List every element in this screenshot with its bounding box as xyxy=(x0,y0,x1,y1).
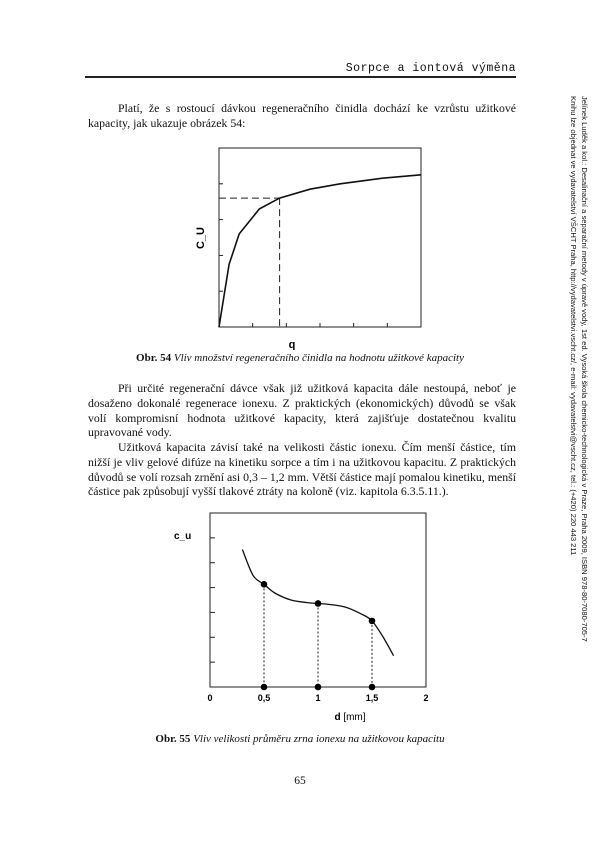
citation-line: Jelínek Luděk a kol.: Desalinační a separační metody v úpravě vody, 1st ed. Vysoká škola chemicko-technologická v Praze, Praha 2009, ISBN 978-80-7080-705-7 xyxy=(580,96,589,642)
x-tick-label: 2 xyxy=(423,693,429,703)
data-point xyxy=(261,581,268,588)
header-rule xyxy=(85,76,516,78)
chart-figure-55 xyxy=(160,505,460,725)
paragraph-2: Při určité regenerační dávce však již užitková kapacita dále nestoupá, neboť je dosaženo dokonalé regenerace ionexu. Z praktických (ekonomických) důvodů se však volí kompromisní hodnota užitkové kapacity, která zajišťuje dostatečnou kvalitu upravované vody. xyxy=(88,381,516,440)
figure-55-text: Vliv velikosti průměru zrna ionexu na užitkovou kapacitu xyxy=(193,733,445,745)
axis-marker xyxy=(369,684,376,691)
x-axis-label xyxy=(334,712,365,723)
figure-55-label: Obr. 55 xyxy=(155,733,191,745)
x-axis-label: q xyxy=(288,339,296,350)
x-axis-symbol: d xyxy=(334,712,341,723)
sidebar-citation xyxy=(568,96,590,656)
axis-marker xyxy=(261,684,268,691)
running-header: Sorpce a iontová výměna xyxy=(345,62,516,75)
figure-55-caption xyxy=(80,733,520,745)
figure-54-label: Obr. 54 xyxy=(136,352,172,364)
figure-54-text: Vliv množství regeneračního činidla na hodnotu užitkové kapacity xyxy=(173,352,464,364)
axis-ticks xyxy=(210,538,215,662)
x-tick-label: 0,5 xyxy=(257,693,271,703)
plot-frame xyxy=(219,148,421,327)
series-line xyxy=(219,175,421,327)
axis-marker xyxy=(315,684,322,691)
paragraph-1: Platí, že s rostoucí dávkou regeneračního činidla dochází ke vzrůstu užitkové kapacity, jak ukazuje obrázek 54: xyxy=(88,101,516,130)
y-axis-label: C_U xyxy=(195,226,207,250)
axis-ticks xyxy=(219,184,387,327)
y-axis-label: c_u xyxy=(174,531,192,542)
figure-54-caption xyxy=(80,352,520,364)
x-tick-label: 1,5 xyxy=(365,693,379,703)
paragraph-3: Užitková kapacita závisí také na velikosti částic ionexu. Čím menší částice, tím nižší je vliv gelové difúze na kinetiku sorpce a tím i na užitkovou kapacitu. Z praktických důvodů se volí rozsah zrnění asi 0,3 – 1,2 mm. Větší částice mají pomalou kinetiku, menší částice pak způsobují vyšší tlakové ztráty na koloně (viz. kapitola 6.3.5.11.). xyxy=(88,440,516,499)
x-tick-label: 1 xyxy=(315,693,321,703)
chart-figure-54 xyxy=(180,140,440,350)
order-line: Knihu lze objednat ve vydavatelství VŠCHT Praha, http://vydavatelstvi.vscht.cz/, e-mail: vydavatelstvi@vscht.cz, tel.: (+420) 220 443 211 xyxy=(569,96,578,556)
x-tick-label: 0 xyxy=(207,693,213,703)
data-point xyxy=(315,600,322,607)
data-point xyxy=(369,618,376,625)
x-axis-unit: [mm] xyxy=(343,712,366,723)
page-number: 65 xyxy=(294,775,306,787)
